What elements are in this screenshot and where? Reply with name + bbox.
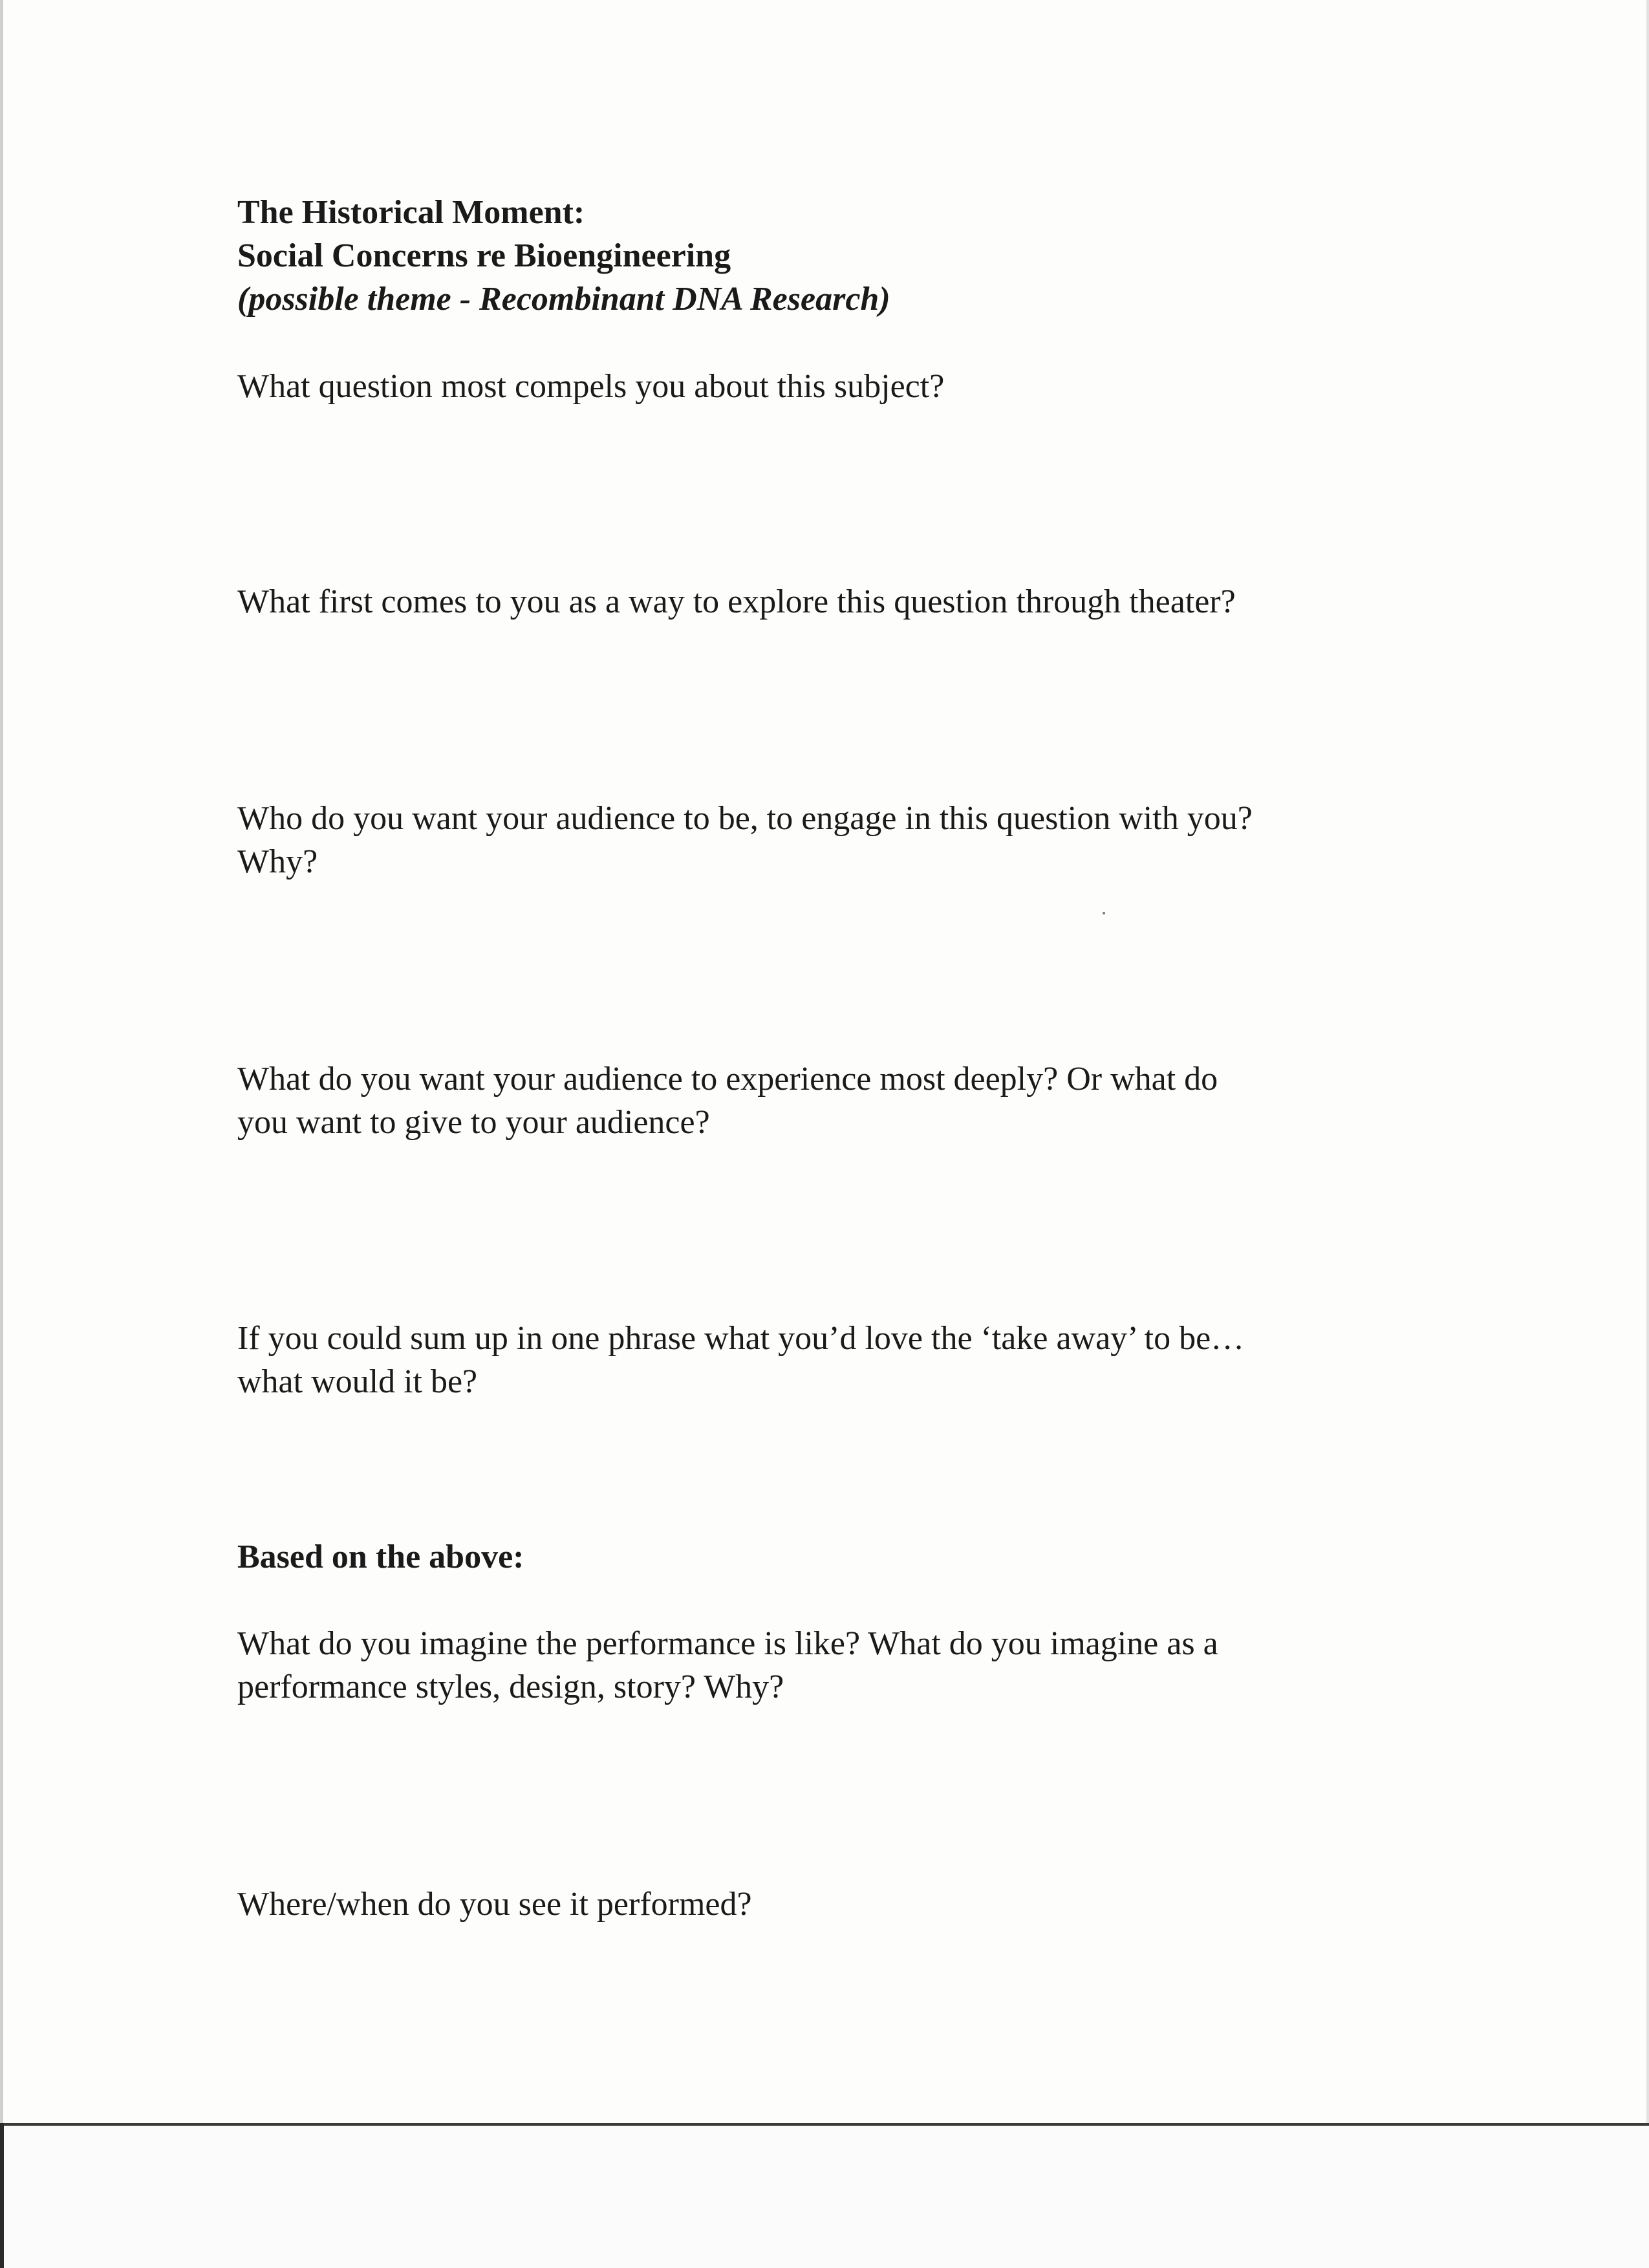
title-line-2: Social Concerns re Bioengineering — [237, 237, 731, 274]
scan-edge-right — [1646, 0, 1649, 2268]
question-5-line-2: what would it be? — [237, 1363, 478, 1400]
question-3-line-2: Why? — [237, 843, 318, 880]
scan-speck — [1103, 912, 1105, 914]
scan-edge-left — [0, 0, 3, 2268]
question-6-line-1: What do you imagine the performance is like? What do you imagine as a — [237, 1625, 1218, 1662]
question-4-line-2: you want to give to your audience? — [237, 1104, 710, 1141]
scan-bottom-area — [4, 2126, 1649, 2268]
question-2: What first comes to you as a way to explore this question through theater? — [237, 583, 1236, 620]
question-6-line-2: performance styles, design, story? Why? — [237, 1669, 784, 1705]
question-1: What question most compels you about this subject? — [237, 368, 945, 405]
section-heading-based-on-above: Based on the above: — [237, 1539, 524, 1575]
question-7: Where/when do you see it performed? — [237, 1886, 752, 1923]
title-line-1: The Historical Moment: — [237, 194, 585, 231]
title-line-3-theme: (possible theme - Recombinant DNA Research) — [237, 281, 890, 318]
question-4-line-1: What do you want your audience to experience most deeply? Or what do — [237, 1061, 1218, 1097]
question-5-line-1: If you could sum up in one phrase what you’d love the ‘take away’ to be… — [237, 1320, 1245, 1357]
question-3-line-1: Who do you want your audience to be, to engage in this question with you? — [237, 800, 1253, 837]
